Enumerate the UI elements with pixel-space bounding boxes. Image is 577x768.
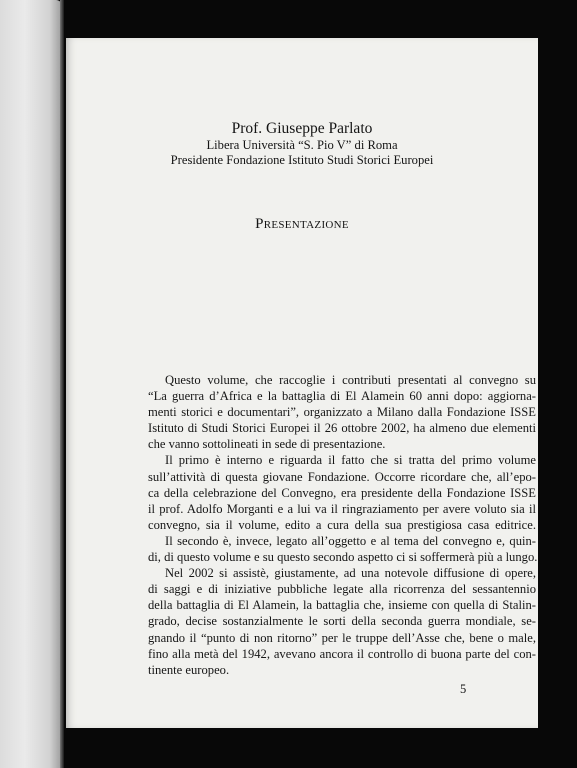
body-line: Il secondo è, invece, legato all’oggetto e al tema del convegno e, quin- — [165, 533, 536, 548]
body-line: di, di questo volume e su questo secondo aspetto ci si soffermerà più a lungo. — [148, 550, 538, 565]
body-text — [148, 372, 536, 678]
body-line: di saggi e di iniziative pubbliche legate alla ricorrenza del sessantennio — [148, 582, 536, 597]
body-line: Il primo è interno e riguarda il fatto che si tratta del primo volume — [165, 453, 536, 468]
body-line: Istituto di Studi Storici Europei il 26 ottobre 2002, ha almeno due elementi — [148, 421, 536, 436]
body-line: della battaglia di El Alamein, la battaglia che, insieme con quella di Stalin- — [148, 598, 536, 613]
body-line: sull’attività di questa giovane Fondazione. Occorre ricordare che, all’epo- — [148, 469, 536, 484]
author-affiliation-university: Libera Università “S. Pio V” di Roma — [206, 138, 398, 152]
author-name: Prof. Giuseppe Parlato — [231, 120, 373, 137]
body-line: che vanno sottolineati in sede di presentazione. — [148, 437, 386, 452]
body-line: menti storici e documentari”, organizzato a Milano dalla Fondazione ISSE — [148, 405, 536, 420]
body-line: Nel 2002 si assistè, giustamente, ad una notevole diffusione di opere, — [165, 566, 536, 581]
body-line: tinente europeo. — [148, 662, 230, 677]
book-page — [66, 38, 538, 728]
body-line: “La guerra d’Africa e la battaglia di El Alamein 60 anni dopo: aggiorna- — [148, 389, 536, 404]
page-number: 5 — [460, 682, 467, 696]
book-gutter — [60, 0, 64, 768]
body-line: convegno, sia il volume, edito a cura della sua prestigiosa casa editrice. — [148, 517, 536, 532]
body-line: gnando il “punto di non ritorno” per le truppe dell’Asse che, bene o male, — [148, 630, 536, 645]
author-affiliation-foundation: Presidente Fondazione Istituto Studi Storici Europei — [170, 153, 434, 167]
body-line: il prof. Adolfo Morganti e a lui va il ringraziamento per avere voluto sia il — [148, 501, 536, 516]
facing-page — [0, 0, 62, 768]
body-line: grado, decise sostanzialmente le sorti della seconda guerra mondiale, se- — [148, 614, 536, 629]
section-title: Presentazione — [255, 216, 349, 232]
body-line: ca della celebrazione del Convegno, era presidente della Fondazione ISSE — [148, 485, 536, 500]
body-line: fino alla metà del 1942, avevano ancora il controllo di buona parte del con- — [148, 646, 536, 661]
page-header — [66, 120, 538, 168]
body-line: Questo volume, che raccoglie i contributi presentati al convegno su — [165, 373, 536, 387]
